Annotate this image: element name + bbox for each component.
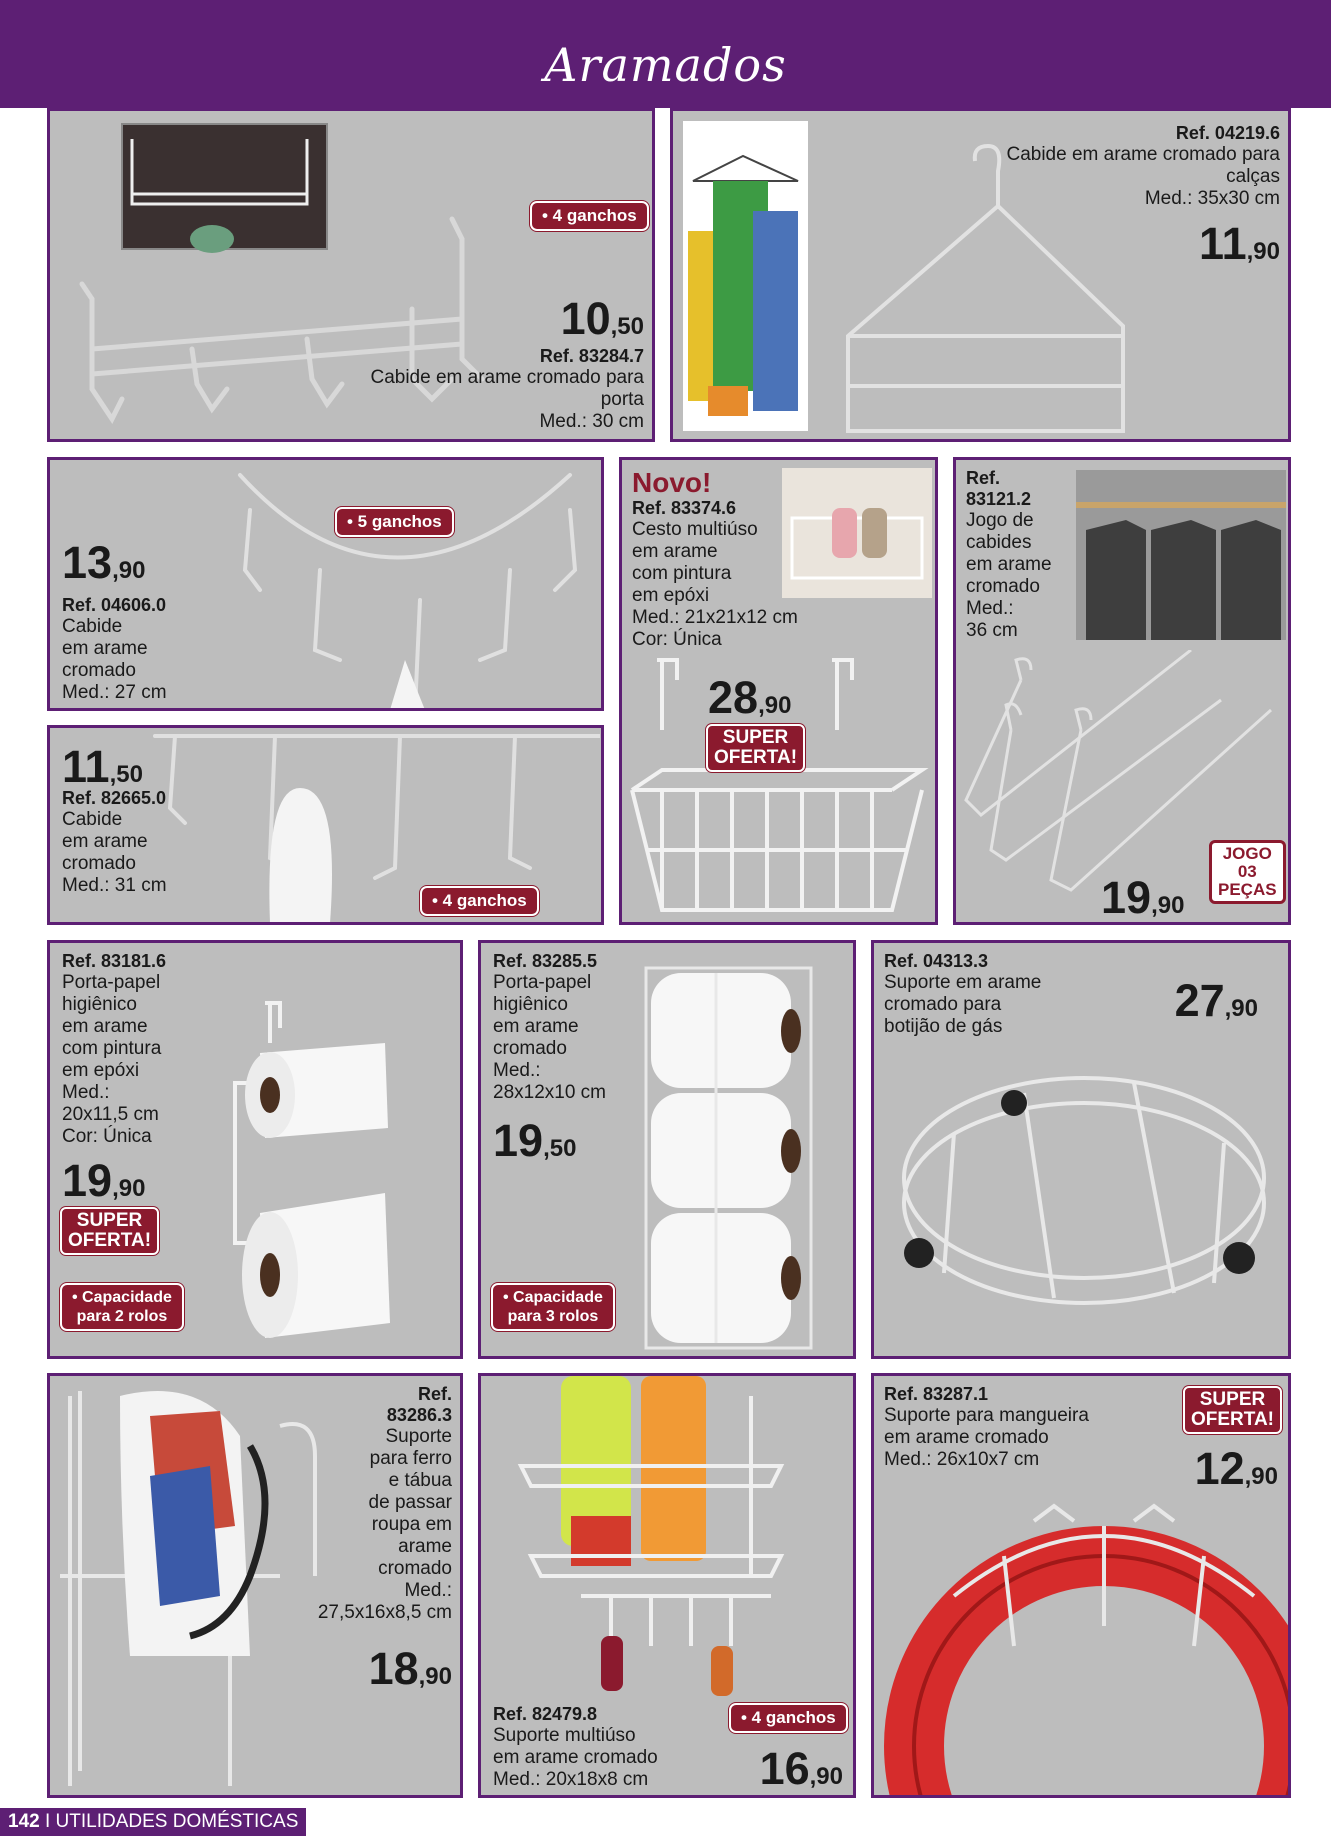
triple-roll-holder-image xyxy=(641,953,856,1358)
price-integer: 18 xyxy=(368,1643,419,1694)
basket-photo-image xyxy=(782,468,932,598)
capacity-badge xyxy=(491,1283,615,1331)
toilet-paper-holder-image xyxy=(220,983,460,1353)
product-info xyxy=(62,595,222,704)
product-description-line: em arame xyxy=(62,1016,148,1037)
page-header xyxy=(0,0,1331,108)
price-cents: ,50 xyxy=(109,761,143,788)
price-integer: 16 xyxy=(759,1743,810,1794)
footer-separator: I xyxy=(44,1811,51,1832)
price xyxy=(1194,1443,1278,1499)
shirts-photo-image xyxy=(1076,470,1286,640)
super-offer-line: OFERTA! xyxy=(714,747,798,768)
set-badge-line: JOGO xyxy=(1222,844,1272,863)
product-description-line: em arame xyxy=(62,638,148,659)
product-ref: Ref. xyxy=(417,1384,452,1404)
price xyxy=(62,1155,146,1211)
product-ref: Ref. 04219.6 xyxy=(1175,123,1280,143)
super-offer-line: SUPER xyxy=(722,727,789,748)
section-title: Aramados xyxy=(544,38,787,92)
product-size: Med.: 30 cm xyxy=(539,411,644,432)
price-integer: 19 xyxy=(1101,872,1152,923)
price-cents: ,90 xyxy=(1151,892,1185,919)
product-description-line: cromado para xyxy=(884,994,1002,1015)
product-ref: Ref. 82665.0 xyxy=(62,788,167,808)
product-info xyxy=(966,468,1076,642)
product-ref: 83121.2 xyxy=(966,489,1032,509)
price-integer: 11 xyxy=(1199,218,1247,269)
product-description-line: Porta-papel xyxy=(62,972,161,993)
product-size: Med.: 26x10x7 cm xyxy=(884,1449,1040,1470)
price-integer: 19 xyxy=(493,1115,544,1166)
multi-shelf-image xyxy=(511,1376,831,1696)
product-description-line: para ferro xyxy=(369,1448,452,1469)
product-description-line: em arame xyxy=(62,831,148,852)
product-ref: Ref. 83285.5 xyxy=(493,951,598,971)
product-description-line: higiênico xyxy=(62,994,137,1015)
set-badge xyxy=(1209,840,1286,904)
product-size: Med.: 21x21x12 cm xyxy=(632,607,798,628)
price-integer: 11 xyxy=(62,741,110,792)
product-description-line: com pintura xyxy=(632,563,732,584)
product-description-line: Suporte em arame xyxy=(884,972,1042,993)
product-size: Med.: 31 cm xyxy=(62,875,167,896)
price-integer: 28 xyxy=(708,672,759,723)
product-description-line: em arame cromado xyxy=(493,1747,658,1768)
product-description-line: cromado xyxy=(966,576,1040,597)
set-badge-line: 03 xyxy=(1237,862,1257,881)
product-description-line: em arame xyxy=(493,1016,579,1037)
product-description: Cabide em arame cromado para porta xyxy=(370,367,644,410)
product-ref: Ref. 83284.7 xyxy=(539,346,644,366)
set-badge-line: PEÇAS xyxy=(1218,880,1277,899)
product-card-83181-6[interactable] xyxy=(47,940,463,1359)
product-size: Med.: xyxy=(62,1082,110,1103)
product-size: Med.: 27 cm xyxy=(62,682,167,703)
product-info xyxy=(272,1384,452,1624)
super-offer-badge xyxy=(706,724,805,772)
pants-hanger-image xyxy=(683,121,808,431)
product-description: Cabide em arame cromado para calças xyxy=(1006,144,1280,187)
price xyxy=(62,537,146,593)
product-description-line: cromado xyxy=(62,660,136,681)
product-card-83284-7[interactable] xyxy=(47,108,655,442)
capacity-badge-line: para 2 rolos xyxy=(76,1308,168,1325)
product-ref: Ref. 04606.0 xyxy=(62,595,167,615)
product-info xyxy=(493,1704,703,1791)
product-card-82479-8[interactable] xyxy=(478,1373,856,1798)
product-ref: Ref. 83181.6 xyxy=(62,951,167,971)
gas-cylinder-stand-image xyxy=(894,1053,1274,1353)
product-info xyxy=(493,951,643,1104)
price xyxy=(560,293,644,349)
product-description-line: Cabide xyxy=(62,616,123,637)
product-info xyxy=(980,123,1280,210)
product-ref: Ref. 83374.6 xyxy=(632,498,737,518)
product-info xyxy=(62,951,212,1148)
price-cents: ,50 xyxy=(610,313,644,340)
product-description-line: Cabide xyxy=(62,809,123,830)
product-info xyxy=(62,788,222,897)
feature-badge: • 5 ganchos xyxy=(335,507,454,537)
super-offer-line: SUPER xyxy=(1199,1389,1266,1410)
feature-badge: • 4 ganchos xyxy=(530,201,649,231)
footer-section: UTILIDADES DOMÉSTICAS xyxy=(55,1811,299,1832)
product-description-line: e tábua xyxy=(388,1470,452,1491)
product-color: Cor: Única xyxy=(632,629,722,650)
product-description-line: Suporte xyxy=(385,1426,452,1447)
product-size: Med.: xyxy=(493,1060,541,1081)
product-info xyxy=(344,346,644,433)
product-card-83374-6[interactable] xyxy=(619,457,938,925)
product-description-line: cromado xyxy=(378,1558,452,1579)
price-integer: 12 xyxy=(1194,1443,1245,1494)
product-description-line: em arame cromado xyxy=(884,1427,1049,1448)
product-description-line: roupa em xyxy=(371,1514,452,1535)
product-description-line: botijão de gás xyxy=(884,1016,1003,1037)
super-offer-badge xyxy=(60,1207,159,1255)
price-integer: 13 xyxy=(62,537,113,588)
product-description-line: cabides xyxy=(966,532,1032,553)
super-offer-line: OFERTA! xyxy=(68,1230,152,1251)
product-info xyxy=(884,1384,1134,1471)
capacity-badge-line: • Capacidade xyxy=(503,1289,603,1306)
new-tag: Novo! xyxy=(632,467,712,498)
price-cents: ,90 xyxy=(758,692,792,719)
product-size: Med.: xyxy=(404,1580,452,1601)
product-description-line: Cesto multiúso xyxy=(632,519,758,540)
product-size: Med.: 20x18x8 cm xyxy=(493,1769,649,1790)
price xyxy=(1174,975,1258,1031)
product-card-04313-3[interactable] xyxy=(871,940,1291,1359)
product-info xyxy=(884,951,1104,1038)
product-ref: Ref. xyxy=(966,468,1001,488)
product-description-line: Suporte para mangueira xyxy=(884,1405,1089,1426)
price xyxy=(759,1743,843,1798)
feature-badge: • 4 ganchos xyxy=(420,886,539,916)
price-cents: ,90 xyxy=(112,1175,146,1202)
price-cents: ,90 xyxy=(112,557,146,584)
product-description-line: em epóxi xyxy=(632,585,710,606)
product-description-line: higiênico xyxy=(493,994,568,1015)
feature-badge: • 4 ganchos xyxy=(729,1703,848,1733)
price xyxy=(708,672,792,728)
price-cents: ,50 xyxy=(543,1135,577,1162)
price-cents: ,90 xyxy=(1244,1463,1278,1490)
product-size: Med.: xyxy=(966,598,1014,619)
product-card-83286-3[interactable] xyxy=(47,1373,463,1798)
capacity-badge-line: para 3 rolos xyxy=(507,1308,599,1325)
curved-hanger-image xyxy=(190,460,600,710)
price-integer: 10 xyxy=(560,293,611,344)
product-color: Cor: Única xyxy=(62,1126,152,1147)
product-description-line: em arame xyxy=(966,554,1052,575)
price-cents: ,90 xyxy=(1224,995,1258,1022)
product-card-04606-0[interactable] xyxy=(47,457,604,711)
product-ref: 83286.3 xyxy=(386,1405,452,1425)
product-description-line: Porta-papel xyxy=(493,972,592,993)
page-footer xyxy=(0,1808,306,1836)
product-card-83285-5[interactable] xyxy=(478,940,856,1359)
product-size: 20x11,5 cm xyxy=(62,1104,159,1125)
price-cents: ,90 xyxy=(418,1663,452,1690)
product-ref: Ref. 82479.8 xyxy=(493,1704,598,1724)
product-card-83287-1[interactable] xyxy=(871,1373,1291,1798)
product-size: Med.: 35x30 cm xyxy=(1144,188,1280,209)
super-offer-line: SUPER xyxy=(76,1210,143,1231)
product-description-line: de passar xyxy=(368,1492,452,1513)
product-description-line: arame xyxy=(398,1536,452,1557)
super-offer-line: OFERTA! xyxy=(1190,1409,1274,1430)
product-size: 36 cm xyxy=(966,620,1018,641)
product-description-line: em arame xyxy=(632,541,718,562)
product-card-04219-6[interactable] xyxy=(670,108,1291,442)
product-description-line: Jogo de xyxy=(966,510,1034,531)
price xyxy=(1199,218,1280,274)
page-number: 142 xyxy=(8,1811,40,1832)
product-ref: Ref. 83287.1 xyxy=(884,1384,989,1404)
capacity-badge xyxy=(60,1283,184,1331)
price-integer: 27 xyxy=(1174,975,1225,1026)
price xyxy=(493,1115,577,1171)
garden-hose-image xyxy=(874,1496,1291,1798)
super-offer-badge xyxy=(1183,1386,1282,1434)
price xyxy=(368,1643,452,1699)
product-description-line: com pintura xyxy=(62,1038,162,1059)
price-integer: 19 xyxy=(62,1155,113,1206)
price xyxy=(1101,872,1185,925)
product-size: 27,5x16x8,5 cm xyxy=(317,1602,452,1623)
product-card-82665-0[interactable] xyxy=(47,725,604,925)
price-cents: ,90 xyxy=(809,1763,843,1790)
product-description-line: Suporte multiúso xyxy=(493,1725,636,1746)
product-description-line: cromado xyxy=(62,853,136,874)
price-cents: ,90 xyxy=(1246,238,1280,265)
product-description-line: cromado xyxy=(493,1038,567,1059)
capacity-badge-line: • Capacidade xyxy=(72,1289,172,1306)
product-size: 28x12x10 cm xyxy=(493,1082,607,1103)
product-description-line: em epóxi xyxy=(62,1060,140,1081)
product-ref: Ref. 04313.3 xyxy=(884,951,989,971)
product-card-83121-2[interactable] xyxy=(953,457,1291,925)
